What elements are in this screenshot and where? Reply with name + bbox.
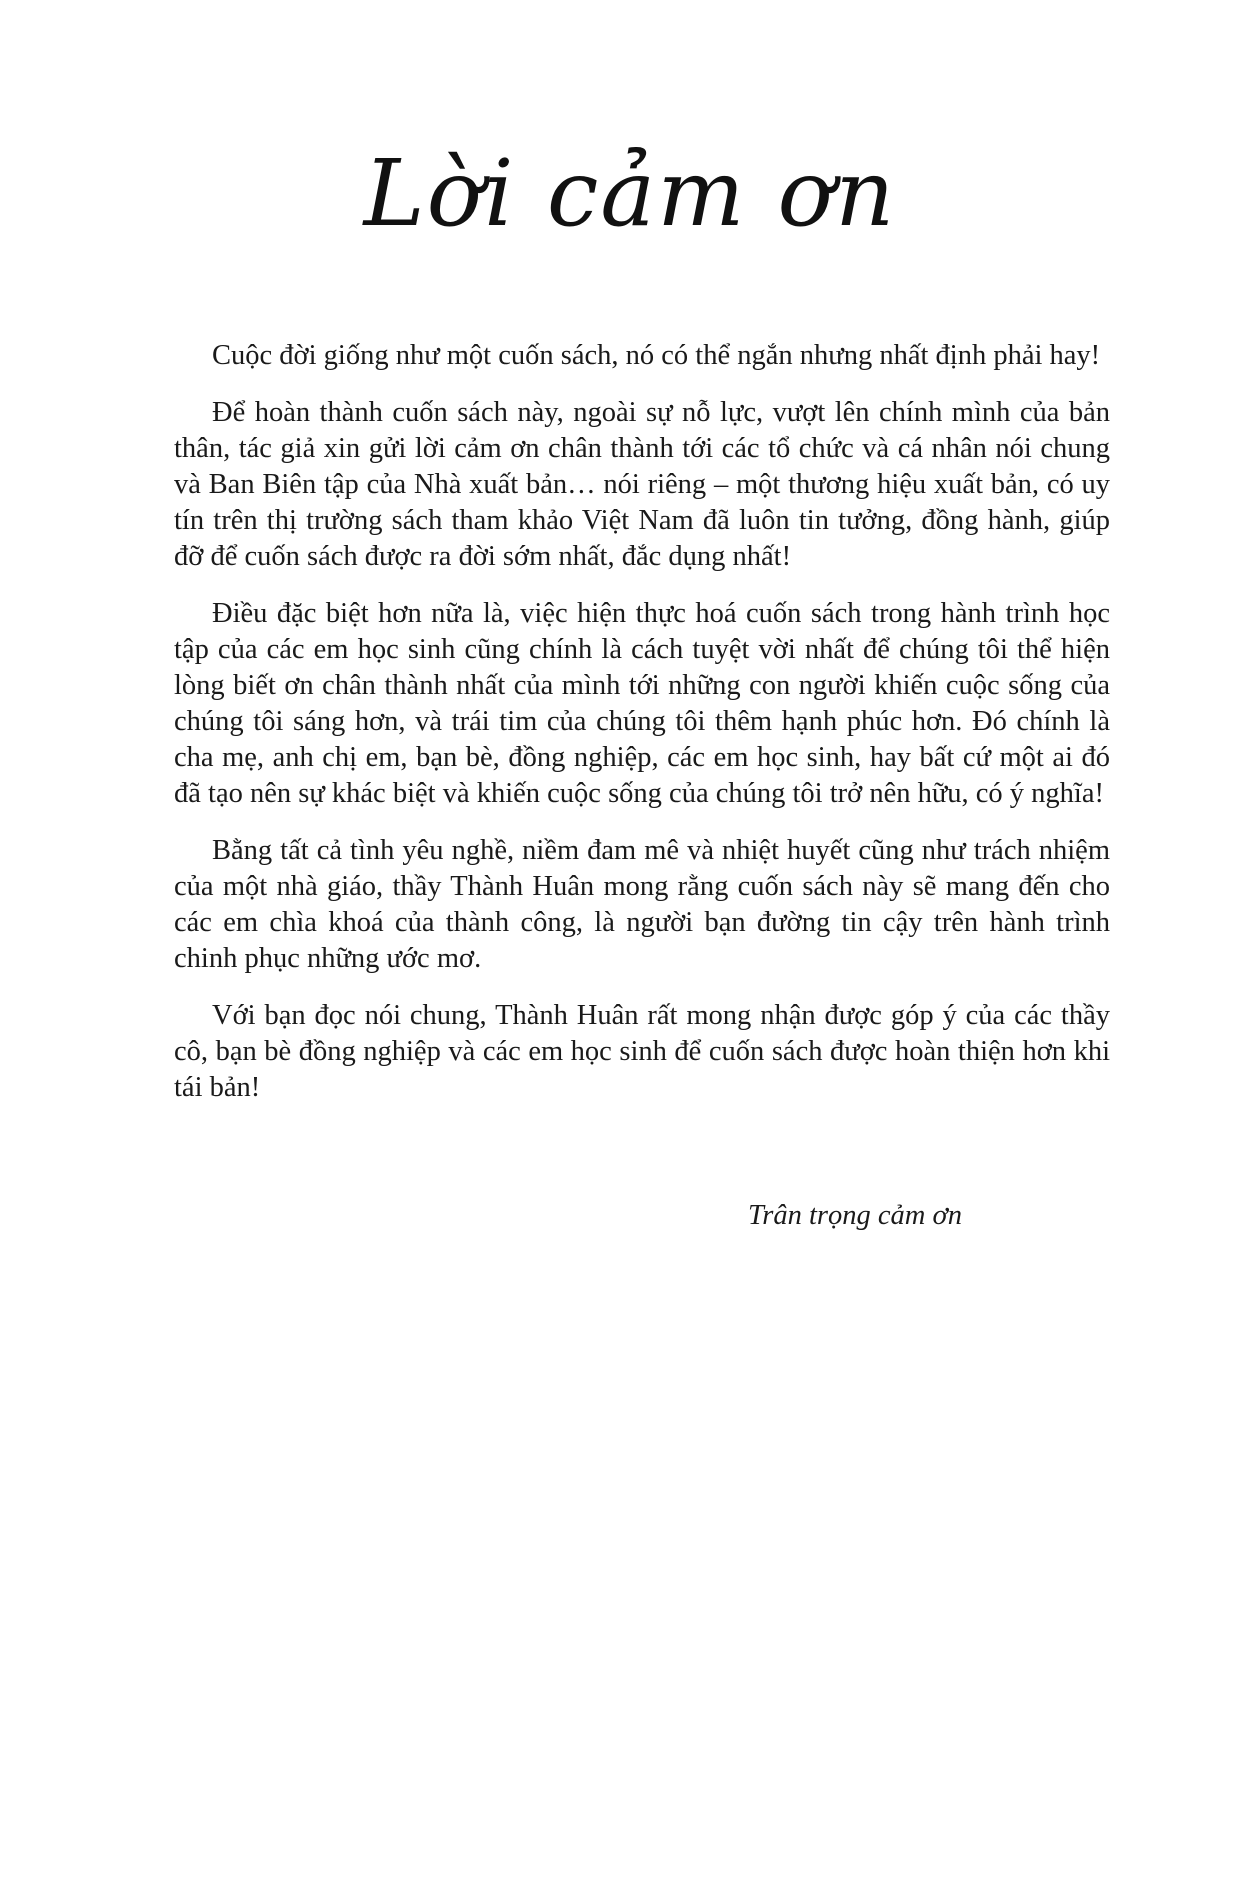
signature: Trân trọng cảm ơn (748, 1200, 962, 1231)
paragraph: Với bạn đọc nói chung, Thành Huân rất mong nhận được góp ý của các thầy cô, bạn bè đồng nghiệp và các em học sinh để cuốn sách được hoàn thiện hơn khi tái bản! (174, 1000, 1110, 1103)
paragraph: Điều đặc biệt hơn nữa là, việc hiện thực hoá cuốn sách trong hành trình học tập của các em học sinh cũng chính là cách tuyệt vời nhất để chúng tôi thể hiện lòng biết ơn chân thành nhất của mình tới những con người khiến cuộc sống của chúng tôi sáng hơn, và trái tim của chúng tôi thêm hạnh phúc hơn. Đó chính là cha mẹ, anh chị em, bạn bè, đồng nghiệp, các em học sinh, hay bất cứ một ai đó đã tạo nên sự khác biệt và khiến cuộc sống của chúng tôi trở nên hữu, có ý nghĩa! (174, 598, 1110, 809)
page-title: Lời cảm ơn (363, 140, 897, 247)
paragraph: Để hoàn thành cuốn sách này, ngoài sự nỗ lực, vượt lên chính mình của bản thân, tác giả xin gửi lời cảm ơn chân thành tới các tổ chức và cá nhân nói chung và Ban Biên tập của Nhà xuất bản… nói riêng – một thương hiệu xuất bản, có uy tín trên thị trường sách tham khảo Việt Nam đã luôn tin tưởng, đồng hành, giúp đỡ để cuốn sách được ra đời sớm nhất, đắc dụng nhất! (174, 397, 1110, 572)
paragraph: Cuộc đời giống như một cuốn sách, nó có thể ngắn nhưng nhất định phải hay! (212, 340, 1101, 371)
paragraph: Bằng tất cả tình yêu nghề, niềm đam mê và nhiệt huyết cũng như trách nhiệm của một nhà giáo, thầy Thành Huân mong rằng cuốn sách này sẽ mang đến cho các em chìa khoá của thành công, là người bạn đường tin cậy trên hành trình chinh phục những ước mơ. (174, 835, 1110, 974)
body-text (174, 338, 1110, 1127)
